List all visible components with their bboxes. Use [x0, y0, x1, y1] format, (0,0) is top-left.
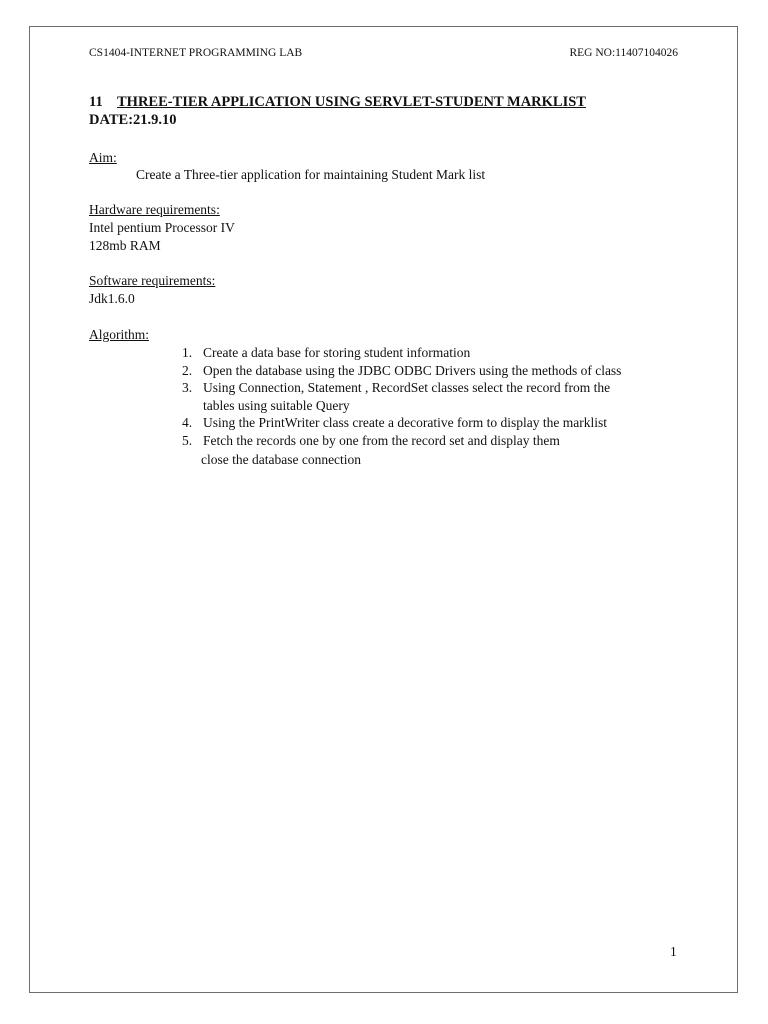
step-text: Create a data base for storing student information	[203, 345, 471, 360]
experiment-title-line	[89, 94, 586, 111]
software-heading: Software requirements:	[89, 273, 216, 288]
hardware-heading: Hardware requirements:	[89, 202, 220, 217]
page-number: 1	[670, 944, 677, 959]
algorithm-steps	[182, 344, 621, 450]
step-number: 1.	[182, 345, 193, 360]
algorithm-step	[182, 414, 621, 432]
experiment-number: 11	[89, 94, 103, 110]
aim-text: Create a Three-tier application for maintaining Student Mark list	[136, 167, 486, 182]
hardware-line: 128mb RAM	[89, 238, 161, 253]
experiment-date: DATE:21.9.10	[89, 112, 177, 128]
algorithm-step	[182, 362, 621, 380]
step-text: tables using suitable Query	[203, 397, 350, 413]
algorithm-extra-line: close the database connection	[201, 452, 362, 467]
step-number: 4.	[182, 415, 193, 431]
hardware-line: Intel pentium Processor IV	[89, 220, 235, 235]
algorithm-step-continuation	[182, 397, 621, 415]
step-number: 5.	[182, 432, 193, 448]
algorithm-step	[182, 344, 621, 362]
algorithm-step	[182, 379, 621, 397]
step-text: Using the PrintWriter class create a decorative form to display the marklist	[203, 415, 607, 431]
header-reg-no: REG NO:11407104026	[569, 47, 678, 59]
aim-heading: Aim:	[89, 150, 117, 165]
header-course: CS1404-INTERNET PROGRAMMING LAB	[89, 47, 303, 59]
algorithm-step	[182, 432, 621, 450]
algorithm-heading: Algorithm:	[89, 327, 149, 342]
experiment-title: THREE-TIER APPLICATION USING SERVLET-STUDENT MARKLIST	[117, 94, 586, 110]
step-number: 2.	[182, 362, 193, 378]
software-line: Jdk1.6.0	[89, 291, 135, 306]
step-number: 3.	[182, 380, 193, 396]
step-text: Open the database using the JDBC ODBC Drivers using the methods of class	[203, 362, 622, 378]
step-text: Using Connection, Statement , RecordSet classes select the record from the	[203, 380, 611, 396]
step-text: Fetch the records one by one from the record set and display them	[203, 432, 560, 448]
